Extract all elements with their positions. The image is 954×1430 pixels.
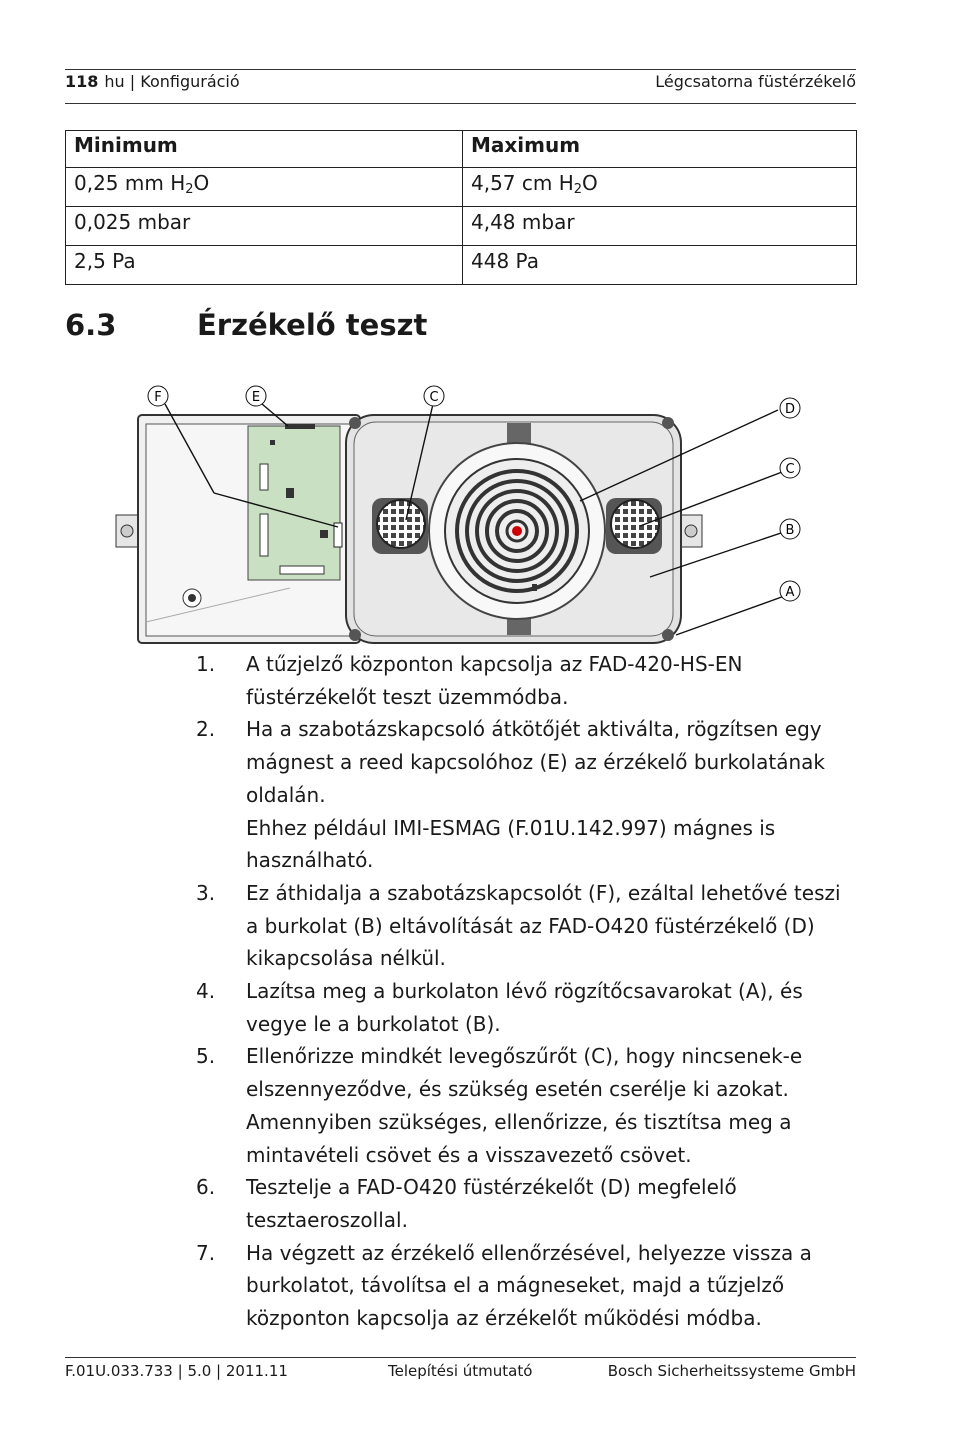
- list-item: 6. Tesztelje a FAD-O420 füstérzékelőt (D) megfelelő tesztaeroszollal.: [196, 1175, 737, 1232]
- page-header: [65, 69, 856, 104]
- header-title: Légcsatorna füstérzékelő: [655, 72, 856, 91]
- callout-b: [780, 519, 800, 539]
- header-chapter: hu | Konfiguráció: [104, 72, 240, 91]
- table-row: [66, 246, 857, 285]
- test-steps-list: [196, 648, 856, 1335]
- detector-led: [512, 526, 522, 536]
- svg-text:F: F: [154, 390, 162, 405]
- footer-doc-type: Telepítési útmutató: [388, 1362, 533, 1380]
- table-header-minimum: Minimum: [66, 131, 463, 168]
- screw-icon: [662, 629, 674, 641]
- svg-text:C: C: [429, 390, 439, 405]
- svg-text:B: B: [785, 523, 795, 538]
- screw-icon: [662, 417, 674, 429]
- detector-figure: [110, 380, 810, 650]
- callout-d: [780, 398, 800, 418]
- callout-f: [148, 386, 168, 406]
- pressure-table: [65, 130, 857, 285]
- table-cell-min: 0,25 mm $H_2O$: [66, 168, 463, 207]
- screw-icon: [349, 417, 361, 429]
- section-title: Érzékelő teszt: [197, 308, 428, 342]
- smoke-detector: [429, 443, 605, 619]
- svg-text:C: C: [785, 462, 795, 477]
- table-header-maximum: Maximum: [463, 131, 857, 168]
- right-mount-bracket: [680, 515, 702, 547]
- circuit-board: [248, 424, 342, 580]
- svg-text:D: D: [784, 402, 796, 417]
- callout-e: [246, 386, 266, 406]
- header-left: [65, 72, 240, 91]
- footer-company: Bosch Sicherheitssysteme GmbH: [607, 1362, 856, 1380]
- table-row: [66, 207, 857, 246]
- left-mount-bracket: [116, 515, 138, 547]
- page-footer: [65, 1357, 856, 1380]
- screw-icon: [349, 629, 361, 641]
- section-number: 6.3: [65, 308, 117, 342]
- table-cell-max: 4,57 cm $H_2O$: [463, 168, 857, 207]
- list-item: 1. A tűzjelző központon kapcsolja az FAD-420-HS-EN füstérzékelőt teszt üzemmódba.: [196, 652, 743, 709]
- callout-c-left: [424, 386, 444, 406]
- air-filter-left: [372, 498, 428, 554]
- callout-a: [780, 581, 800, 601]
- table-cell-max: 448 Pa: [463, 246, 857, 285]
- table-header-row: [66, 131, 857, 168]
- step-note: Ehhez például IMI-ESMAG (F.01U.142.997) mágnes is használható.: [246, 815, 776, 873]
- svg-text:A: A: [785, 585, 795, 600]
- list-item: 5. Ellenőrizze mindkét levegőszűrőt (C), hogy nincsenek-e elszennyeződve, és szükség esetén cserélje ki azokat. Amennyiben szükséges, ellenőrizze, és tisztítsa meg a mintavételi csövet és a visszavezető csövet.: [196, 1044, 803, 1167]
- list-item: 4. Lazítsa meg a burkolaton lévő rögzítőcsavarokat (A), és vegye le a burkolatot (B).: [196, 979, 803, 1036]
- table-cell-min: 2,5 Pa: [66, 246, 463, 285]
- page-number: 118: [65, 72, 99, 91]
- list-item: 7. Ha végzett az érzékelő ellenőrzésével, helyezze vissza a burkolatot, távolítsa el a mágneseket, majd a tűzjelző központon kapcsolja az érzékelőt működési módba.: [196, 1240, 812, 1331]
- callout-c-right: [780, 458, 800, 478]
- table-cell-max: 4,48 mbar: [463, 207, 857, 246]
- table-cell-min: 0,025 mbar: [66, 207, 463, 246]
- list-item: 2. Ha a szabotázskapcsoló átkötőjét aktiválta, rögzítsen egy mágnest a reed kapcsolóhoz (E) az érzékelő burkolatának oldalán. Ehhez például IMI-ESMAG (F.01U.142.997) mágnes is használható.: [196, 717, 825, 873]
- svg-text:E: E: [251, 390, 261, 405]
- air-filter-right: [606, 498, 662, 554]
- reed-switch: [285, 424, 315, 429]
- footer-document-id: F.01U.033.733 | 5.0 | 2011.11: [65, 1362, 288, 1380]
- base-enclosure: [138, 415, 360, 643]
- list-item: 3. Ez áthidalja a szabotázskapcsolót (F), ezáltal lehetővé teszi a burkolat (B) eltávolítását az FAD-O420 füstérzékelő (D) kikapcsolása nélkül.: [196, 880, 841, 971]
- table-row: [66, 168, 857, 207]
